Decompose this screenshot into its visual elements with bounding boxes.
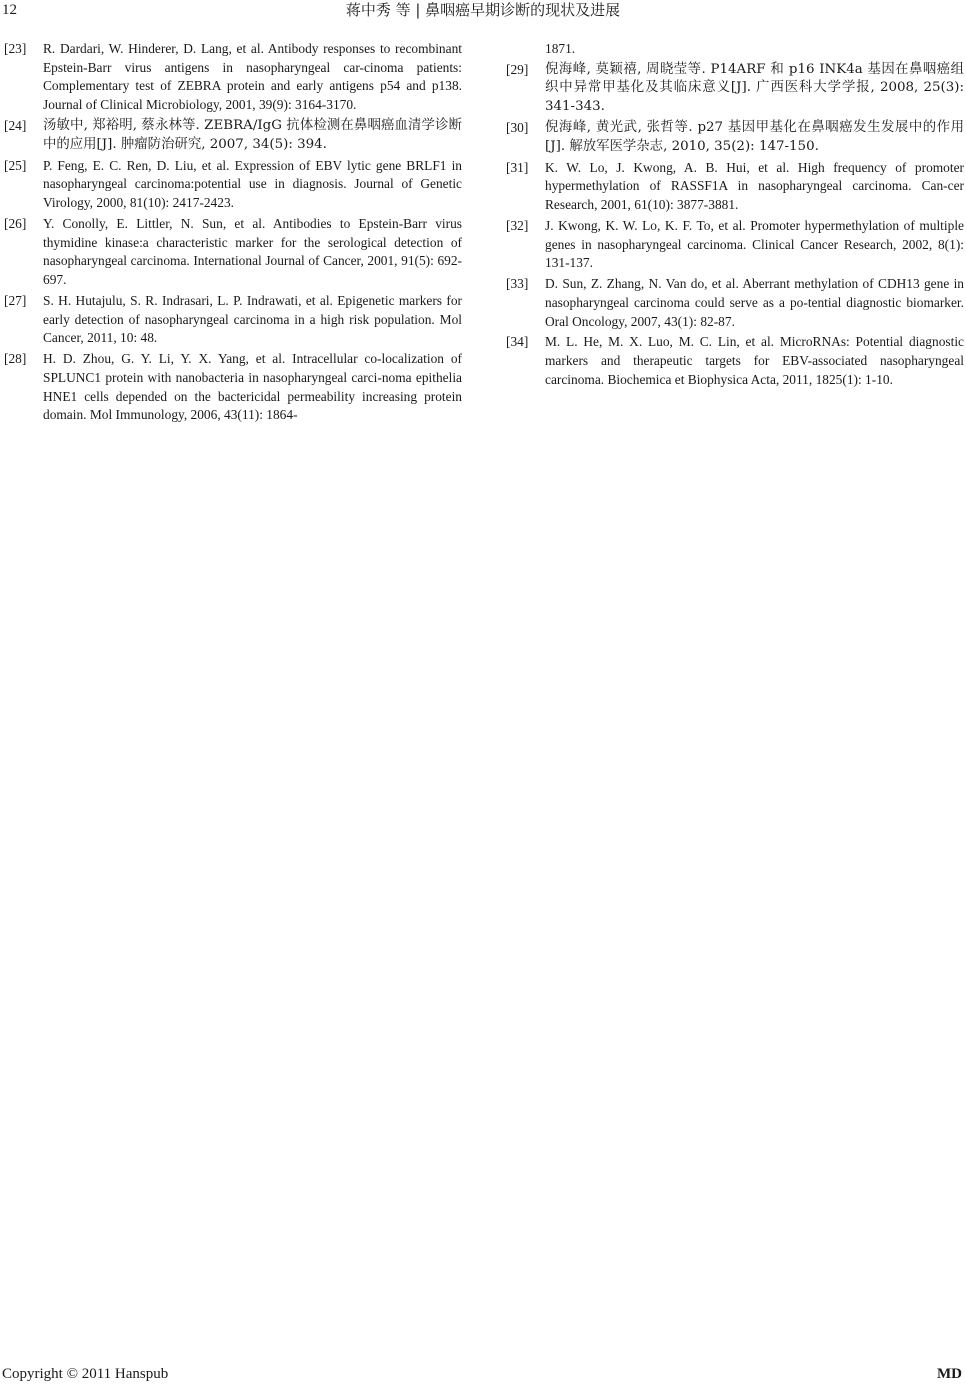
reference-27: [4, 292, 462, 348]
reference-30: [506, 119, 964, 156]
reference-text: K. W. Lo, J. Kwong, A. B. Hui, et al. High frequency of promoter hypermethylation of RASSF1A in nasopharyngeal carcinoma. Can-cer Research, 2001, 61(10): 3877-3881.: [545, 159, 964, 212]
reference-text: H. D. Zhou, G. Y. Li, Y. X. Yang, et al. Intracellular co-localization of SPLUNC1 protein with nanobacteria in nasopharyngeal carci-noma epithelia HNE1 cells depended on the bactericidal permeability increasing protein domain. Mol Immunology, 2006, 43(11): 1864-: [43, 351, 462, 423]
reference-text: Y. Conolly, E. Littler, N. Sun, et al. Antibodies to Epstein-Barr virus thymidine kinase:a characteristic marker for the serological detection of nasopharyngeal carcinoma. International Journal of Cancer, 2001, 91(5): 692-697.: [43, 215, 462, 287]
reference-number: [29]: [506, 61, 529, 77]
reference-number: [30]: [506, 120, 529, 135]
references-left-column: [4, 40, 462, 427]
reference-text: R. Dardari, W. Hinderer, D. Lang, et al. Antibody responses to recombinant Epstein-Barr virus antigens in nasopharyngeal car-cinoma patients: Complementary test of ZEBRA protein and early antigens p54 and p138. Journal of Clinical Microbiology, 2001, 39(9): 3164-3170.: [43, 41, 462, 113]
reference-31: [506, 159, 964, 215]
footer-copyright: Copyright © 2011 Hanspub: [2, 1366, 169, 1382]
reference-number: [31]: [506, 159, 529, 175]
reference-23: [4, 40, 462, 115]
reference-number: [26]: [4, 215, 27, 231]
reference-28-continuation: 1871.: [545, 41, 576, 56]
reference-text: P. Feng, E. C. Ren, D. Liu, et al. Expression of EBV lytic gene BRLF1 in nasopharyngeal carcinoma:potential use in diagnosis. Journal of Genetic Virology, 2000, 81(10): 2417-2423.: [43, 157, 462, 210]
reference-text: 倪海峰, 莫颖禧, 周晓莹等. P14ARF 和 p16 INK4a 基因在鼻咽癌组织中异常甲基化及其临床意义[J]. 广西医科大学学报, 2008, 25(3): 341-343.: [545, 61, 964, 115]
reference-number: [33]: [506, 276, 529, 292]
reference-25: [4, 157, 462, 213]
reference-29: [506, 61, 964, 117]
reference-number: [24]: [4, 118, 27, 133]
reference-26: [4, 215, 462, 290]
reference-text: 倪海峰, 黄光武, 张哲等. p27 基因甲基化在鼻咽癌发生发展中的作用[J]. 解放军医学杂志, 2010, 35(2): 147-150.: [545, 120, 964, 154]
reference-number: [23]: [4, 41, 27, 56]
reference-number: [27]: [4, 292, 27, 308]
reference-number: [32]: [506, 217, 529, 233]
footer-journal-abbrev: MD: [937, 1366, 962, 1382]
reference-number: [25]: [4, 157, 27, 173]
reference-number: [28]: [4, 351, 27, 367]
reference-24: [4, 117, 462, 154]
reference-33: [506, 275, 964, 331]
reference-text: S. H. Hutajulu, S. R. Indrasari, L. P. Indrawati, et al. Epigenetic markers for early detection of nasopharyngeal carcinoma in a high risk population. Mol Cancer, 2011, 10: 48.: [43, 292, 462, 346]
reference-32: [506, 217, 964, 273]
page-number: 12: [2, 2, 17, 18]
reference-text: D. Sun, Z. Zhang, N. Van do, et al. Aberrant methylation of CDH13 gene in nasopharyngeal carcinoma could serve as a po-tential diagnostic biomarker. Oral Oncology, 2007, 43(1): 82-87.: [545, 276, 964, 329]
reference-number: [34]: [506, 334, 529, 350]
references-right-column: [506, 40, 964, 392]
reference-28: [4, 350, 462, 425]
reference-text: J. Kwong, K. W. Lo, K. F. To, et al. Promoter hypermethylation of multiple genes in nasopharyngeal carcinoma. Clinical Cancer Research, 2002, 8(1): 131-137.: [545, 217, 964, 271]
reference-text: M. L. He, M. X. Luo, M. C. Lin, et al. MicroRNAs: Potential diagnostic markers and therapeutic targets for EBV-associated nasopharyngeal carcinoma. Biochemica et Biophysica Acta, 2011, 1825(1): 1-10.: [545, 334, 964, 387]
running-title: 蒋中秀 等 | 鼻咽癌早期诊断的现状及进展: [345, 1, 621, 19]
reference-text: 汤敏中, 郑裕明, 蔡永林等. ZEBRA/IgG 抗体检测在鼻咽癌血清学诊断中的应用[J]. 肿瘤防治研究, 2007, 34(5): 394.: [43, 118, 462, 152]
reference-34: [506, 333, 964, 389]
